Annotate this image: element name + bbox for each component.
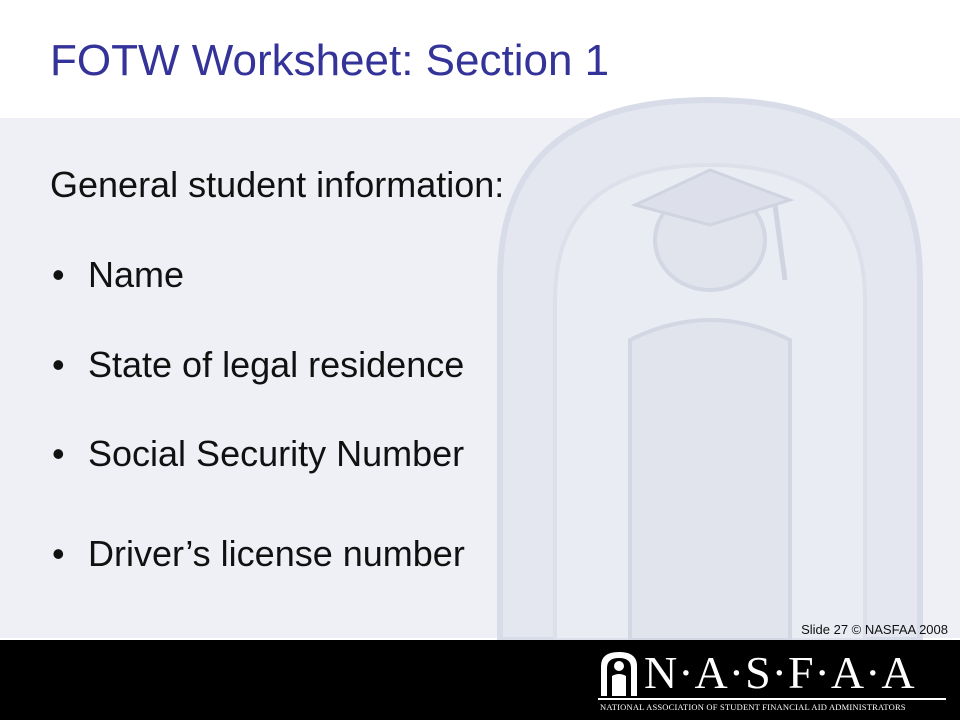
bullet-dot: •	[52, 344, 65, 385]
logo-divider	[598, 698, 946, 700]
logo-tagline: NATIONAL ASSOCIATION OF STUDENT FINANCIAL AID ADMINISTRATORS	[600, 702, 906, 712]
graduate-emblem-icon	[598, 650, 640, 696]
bullet-item-ssn	[52, 433, 464, 475]
logo-wordmark: N·A·S·F·A·A	[644, 647, 916, 698]
slide-title: FOTW Worksheet: Section 1	[50, 36, 610, 85]
slide-number-copyright: Slide 27 © NASFAA 2008	[801, 622, 948, 637]
bullet-dot: •	[52, 533, 65, 574]
bullet-dot: •	[52, 254, 65, 295]
bullet-text: State of legal residence	[88, 344, 465, 385]
bullet-item-drivers-license	[52, 533, 465, 575]
graduate-watermark-icon	[380, 40, 960, 640]
bullet-item-state	[52, 344, 464, 386]
nasfaa-logo	[598, 647, 950, 716]
bullet-dot: •	[52, 433, 65, 474]
bullet-text: Driver’s license number	[88, 533, 465, 574]
section-intro: General student information:	[50, 164, 505, 205]
bullet-text: Name	[88, 254, 185, 295]
bullet-text: Social Security Number	[88, 433, 465, 474]
bullet-item-name	[52, 254, 184, 296]
